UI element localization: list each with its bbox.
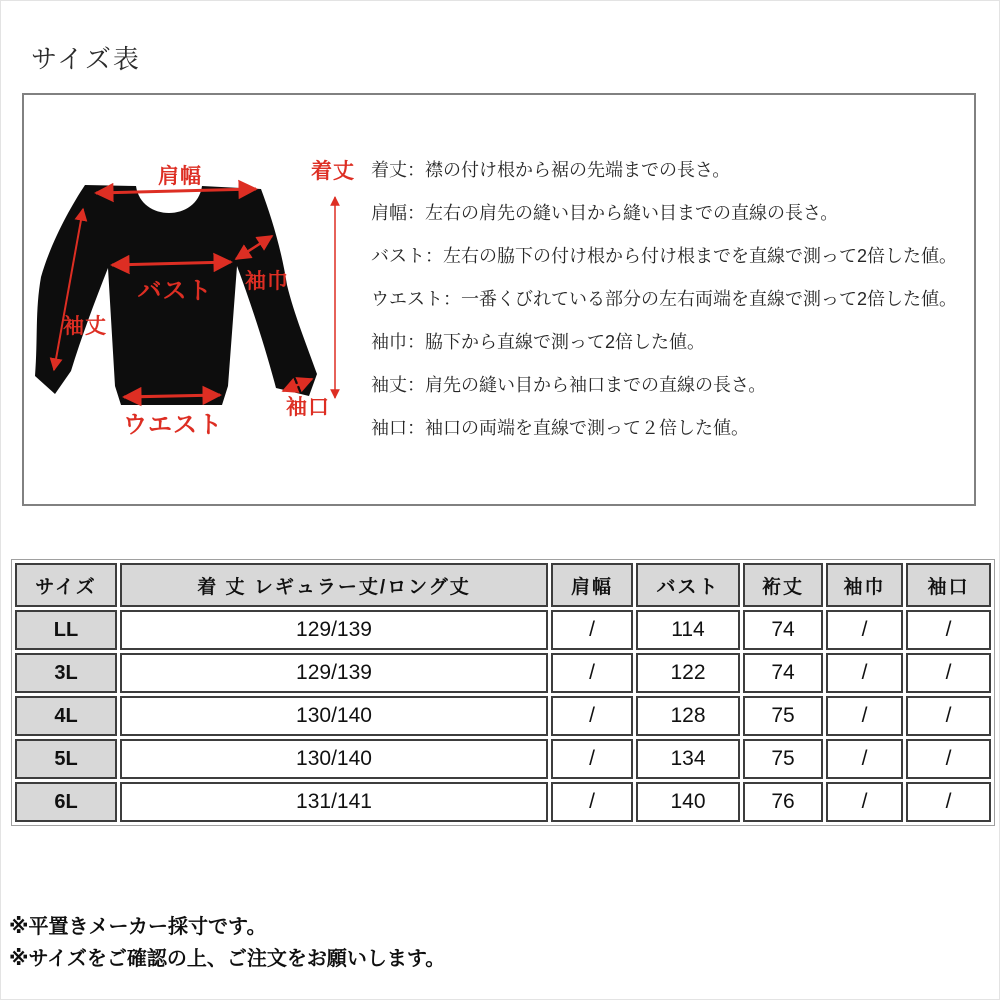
size-cell: 5L — [15, 739, 117, 779]
description-waist: ウエスト：一番くびれている部分の左右両端を直線で測って2倍した値。 — [371, 289, 958, 309]
description-shoulder-width: 肩幅：左右の肩先の縫い目から縫い目までの直線の長さ。 — [371, 203, 839, 223]
label-waist: ウエスト — [123, 411, 223, 439]
description-cuff: 袖口：袖口の両端を直線で測って２倍した値。 — [371, 418, 749, 438]
yuki-cell: 76 — [743, 782, 823, 822]
table-row — [15, 610, 991, 650]
notes — [9, 911, 445, 975]
bust-cell: 140 — [636, 782, 740, 822]
label-cuff: 袖口 — [286, 396, 330, 419]
bust-cell: 134 — [636, 739, 740, 779]
sleeve-width-cell: / — [826, 696, 903, 736]
column-header-size: サイズ — [15, 563, 117, 607]
table-row — [15, 739, 991, 779]
table-header-row — [15, 563, 991, 607]
cuff-cell: / — [906, 653, 991, 693]
size-cell: LL — [15, 610, 117, 650]
sleeve-width-cell: / — [826, 739, 903, 779]
label-bust: バスト — [137, 277, 213, 305]
yuki-cell: 74 — [743, 610, 823, 650]
column-header-bust: バスト — [636, 563, 740, 607]
yuki-cell: 75 — [743, 696, 823, 736]
cuff-cell: / — [906, 782, 991, 822]
size-cell: 6L — [15, 782, 117, 822]
column-header-shoulder: 肩幅 — [551, 563, 633, 607]
shoulder-cell: / — [551, 610, 633, 650]
note-measuring: ※平置きメーカー採寸です。 — [9, 916, 267, 938]
label-shoulder-width: 肩幅 — [158, 165, 202, 188]
size-cell: 3L — [15, 653, 117, 693]
description-sleeve-width: 袖巾：脇下から直線で測って2倍した値。 — [371, 332, 706, 352]
length-cell: 131/141 — [120, 782, 548, 822]
table-row — [15, 782, 991, 822]
bust-cell: 122 — [636, 653, 740, 693]
length-cell: 130/140 — [120, 696, 548, 736]
description-garment-length: 着丈：襟の付け根から裾の先端までの長さ。 — [371, 160, 731, 180]
shoulder-cell: / — [551, 782, 633, 822]
cuff-cell: / — [906, 610, 991, 650]
column-header-length: 着 丈 レギュラー丈/ロング丈 — [120, 563, 548, 607]
sleeve-width-cell: / — [826, 782, 903, 822]
shoulder-cell: / — [551, 739, 633, 779]
description-bust: バスト：左右の脇下の付け根から付け根までを直線で測って2倍した値。 — [371, 246, 958, 266]
size-table — [11, 559, 995, 826]
yuki-cell: 75 — [743, 739, 823, 779]
table-row — [15, 696, 991, 736]
yuki-cell: 74 — [743, 653, 823, 693]
bust-cell: 114 — [636, 610, 740, 650]
page-title: サイズ表 — [31, 44, 141, 74]
length-cell: 130/140 — [120, 739, 548, 779]
shoulder-cell: / — [551, 653, 633, 693]
column-header-sleeve-width: 袖巾 — [826, 563, 903, 607]
note-confirm-size: ※サイズをご確認の上、ご注文をお願いします。 — [9, 948, 446, 970]
label-sleeve-length: 袖丈 — [63, 315, 107, 338]
length-cell: 129/139 — [120, 653, 548, 693]
label-sleeve-width: 袖巾 — [245, 270, 289, 293]
waist-arrow — [124, 395, 220, 397]
cuff-cell: / — [906, 696, 991, 736]
measurement-descriptions — [371, 149, 957, 450]
sleeve-width-cell: / — [826, 653, 903, 693]
sleeve-width-cell: / — [826, 610, 903, 650]
label-garment-length: 着丈 — [311, 160, 355, 183]
length-cell: 129/139 — [120, 610, 548, 650]
description-sleeve-length: 袖丈：肩先の縫い目から袖口までの直線の長さ。 — [371, 375, 767, 395]
shoulder-cell: / — [551, 696, 633, 736]
column-header-yuki: 裄丈 — [743, 563, 823, 607]
size-cell: 4L — [15, 696, 117, 736]
table-row — [15, 653, 991, 693]
measurement-diagram-box — [22, 93, 976, 506]
bust-cell: 128 — [636, 696, 740, 736]
cuff-cell: / — [906, 739, 991, 779]
column-header-cuff: 袖口 — [906, 563, 991, 607]
